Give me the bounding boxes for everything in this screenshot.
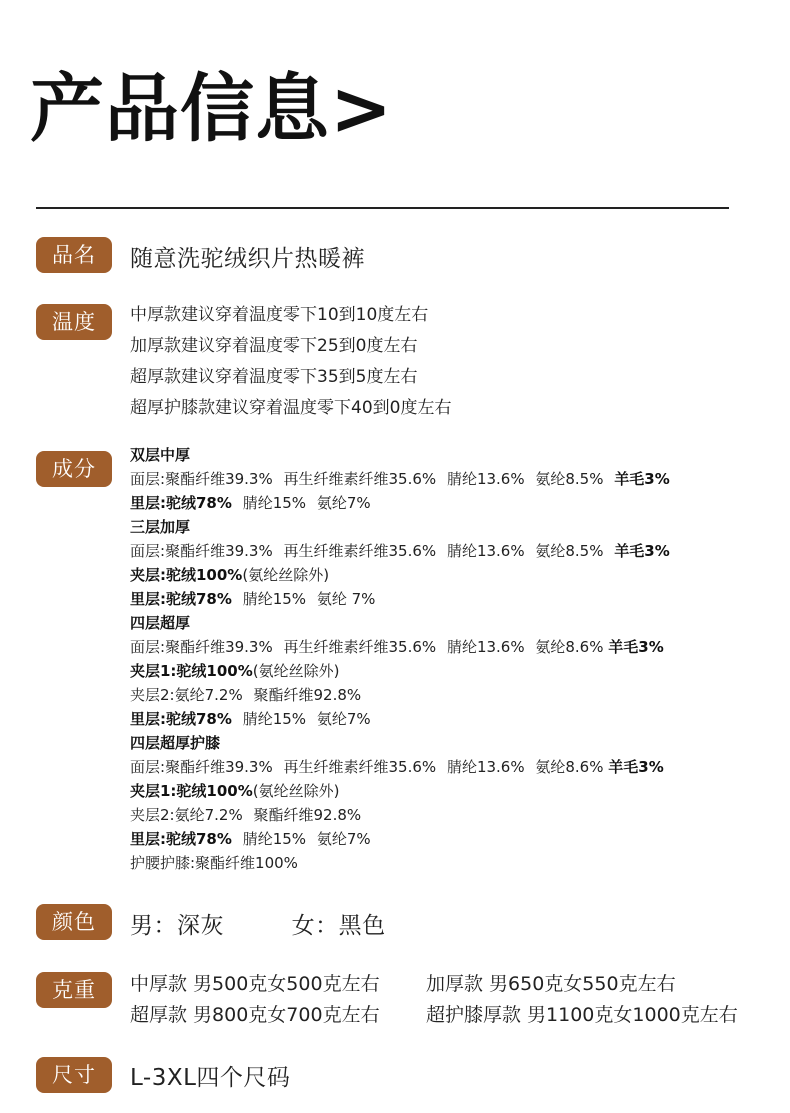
temp-line: 加厚款建议穿着温度零下25到0度左右	[130, 336, 418, 356]
middle-layer-2: 夹层2:氨纶7.2% 聚酯纤维92.8%	[130, 806, 362, 824]
waist-knee-layer: 护腰护膝:聚酯纤维100%	[130, 854, 298, 872]
page-title: 产品信息>	[30, 66, 394, 152]
inner-layer: 里层:驼绒78% 腈纶15% 氨纶7%	[130, 710, 371, 728]
size-value: L-3XL四个尺码	[130, 1065, 291, 1091]
face-layer: 面层:聚酯纤维39.3% 再生纤维素纤维35.6% 腈纶13.6% 氨纶8.5% 羊毛3%	[130, 542, 670, 560]
group-heading: 双层中厚	[130, 446, 191, 464]
product-name: 随意洗驼绒织片热暖裤	[130, 246, 365, 272]
temp-line: 中厚款建议穿着温度零下10到10度左右	[130, 305, 429, 325]
divider	[36, 207, 729, 209]
middle-layer-1: 夹层1:驼绒100%(氨纶丝除外)	[130, 782, 340, 800]
color-values	[130, 907, 386, 940]
group-heading: 四层超厚	[130, 614, 191, 632]
badge-composition: 成分	[36, 451, 112, 487]
middle-layer-2: 夹层2:氨纶7.2% 聚酯纤维92.8%	[130, 686, 362, 704]
group-heading: 三层加厚	[130, 518, 191, 536]
weight-cell: 加厚款 男650克女550克左右	[426, 973, 676, 995]
badge-name: 品名	[36, 237, 112, 273]
middle-layer-1: 夹层1:驼绒100%(氨纶丝除外)	[130, 662, 340, 680]
color-male: 男：深灰	[130, 913, 224, 939]
weight-row	[130, 1000, 738, 1031]
face-layer: 面层:聚酯纤维39.3% 再生纤维素纤维35.6% 腈纶13.6% 氨纶8.5% 羊毛3%	[130, 470, 670, 488]
weight-table	[130, 969, 738, 1031]
weight-cell: 中厚款 男500克女500克左右	[130, 973, 380, 995]
inner-layer: 里层:驼绒78% 腈纶15% 氨纶 7%	[130, 590, 376, 608]
composition-list	[130, 443, 670, 875]
temp-line: 超厚款建议穿着温度零下35到5度左右	[130, 367, 418, 387]
badge-size: 尺寸	[36, 1057, 112, 1093]
temp-line: 超厚护膝款建议穿着温度零下40到0度左右	[130, 398, 452, 418]
weight-row	[130, 969, 738, 1000]
face-layer: 面层:聚酯纤维39.3% 再生纤维素纤维35.6% 腈纶13.6% 氨纶8.6% 羊毛3%	[130, 758, 664, 776]
middle-layer: 夹层:驼绒100%(氨纶丝除外)	[130, 566, 330, 584]
inner-layer: 里层:驼绒78% 腈纶15% 氨纶7%	[130, 494, 371, 512]
color-female: 女：黑色	[291, 913, 386, 939]
weight-cell: 超护膝厚款 男1100克女1000克左右	[426, 1004, 738, 1026]
badge-weight: 克重	[36, 972, 112, 1008]
face-layer: 面层:聚酯纤维39.3% 再生纤维素纤维35.6% 腈纶13.6% 氨纶8.6% 羊毛3%	[130, 638, 664, 656]
badge-color: 颜色	[36, 904, 112, 940]
weight-cell: 超厚款 男800克女700克左右	[130, 1004, 380, 1026]
badge-temperature: 温度	[36, 304, 112, 340]
inner-layer: 里层:驼绒78% 腈纶15% 氨纶7%	[130, 830, 371, 848]
group-heading: 四层超厚护膝	[130, 734, 221, 752]
